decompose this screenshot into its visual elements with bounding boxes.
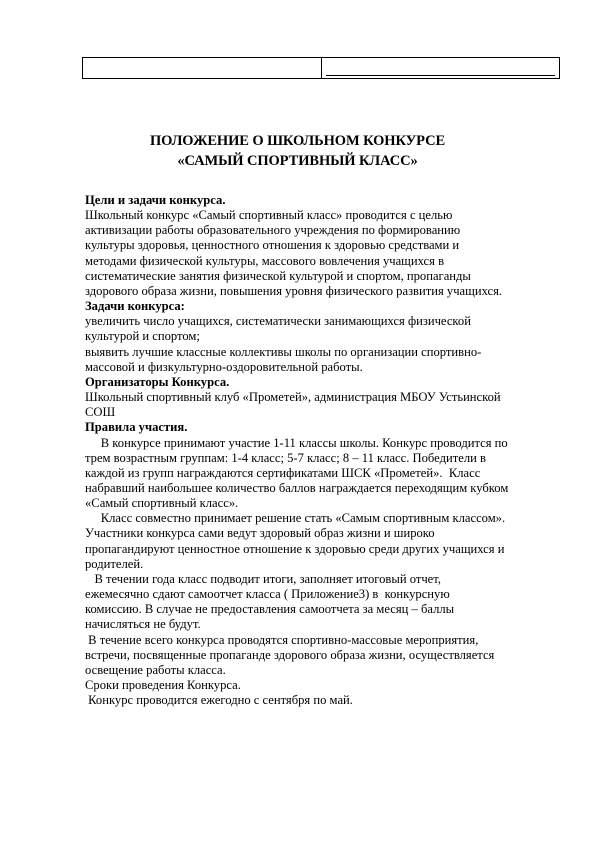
document-subtitle: «САМЫЙ СПОРТИВНЫЙ КЛАСС» <box>177 153 418 169</box>
section-heading-organizers: Организаторы Конкурса. <box>85 374 230 389</box>
header-cell-left <box>83 58 321 78</box>
text-line: В течении года класс подводит итоги, заполняет итоговый отчет, <box>85 571 441 586</box>
text-line: здорового образа жизни, повышения уровня физического развития учащихся. <box>85 283 503 298</box>
text-line: Участники конкурса сами ведут здоровый образ жизни и широко <box>85 526 435 541</box>
text-line: массовой и физкультурно-оздоровительной работы. <box>85 359 363 374</box>
text-line: активизации работы образовательного учреждения по формированию <box>85 223 461 238</box>
text-line: родителей. <box>85 556 144 571</box>
text-line: Школьный конкурс «Самый спортивный класс» проводится с целью <box>85 208 453 223</box>
text-line: Школьный спортивный клуб «Прометей», администрация МБОУ Устьинской <box>85 390 501 405</box>
text-line: трем возрастным группам: 1-4 класс; 5-7 класс; 8 – 11 класс. Победители в <box>85 450 486 465</box>
section-heading-tasks: Задачи конкурса: <box>85 299 185 314</box>
text-line: увеличить число учащихся, систематически занимающихся физической <box>85 314 471 329</box>
text-line: набравший наибольшее количество баллов награждается переходящим кубком <box>85 480 509 495</box>
signature-line <box>326 75 556 76</box>
text-line: начисляться не будут. <box>85 617 201 632</box>
text-line: культурой и спортом; <box>85 329 200 344</box>
text-line: каждой из групп награждаются сертификатами ШСК «Прометей». Класс <box>85 465 481 480</box>
text-line: освещение работы класса. <box>85 662 226 677</box>
text-line: пропагандируют ценностное отношение к здоровью среди других учащихся и <box>85 541 505 556</box>
text-line: В конкурсе принимают участие 1-11 классы школы. Конкурс проводится по <box>85 435 508 450</box>
document-body <box>85 193 555 708</box>
text-line: встречи, посвященные пропаганде здорового образа жизни, осуществляется <box>85 647 495 662</box>
header-table <box>82 57 560 79</box>
text-line: СОШ <box>85 405 116 420</box>
header-cell-right <box>321 58 560 78</box>
section-heading-goals: Цели и задачи конкурса. <box>85 193 226 207</box>
text-line: Конкурс проводится ежегодно с сентября по май. <box>85 693 353 708</box>
text-line: В течение всего конкурса проводятся спортивно-массовые мероприятия, <box>85 632 479 647</box>
text-line: выявить лучшие классные коллективы школы по организации спортивно- <box>85 344 482 359</box>
text-line: комиссию. В случае не предоставления самоотчета за месяц – баллы <box>85 602 455 617</box>
section-heading-rules: Правила участия. <box>85 420 188 435</box>
text-line: культуры здоровья, ценностного отношения к здоровью средствами и <box>85 238 460 253</box>
text-line: Класс совместно принимает решение стать «Самым спортивным классом». <box>85 511 506 526</box>
document-title: ПОЛОЖЕНИЕ О ШКОЛЬНОМ КОНКУРСЕ <box>149 133 446 149</box>
text-line: ежемесячно сдают самоотчет класса ( Приложение3) в конкурсную <box>85 587 450 602</box>
section-heading-dates: Сроки проведения Конкурса. <box>85 678 241 692</box>
text-line: методами физической культуры, массового вовлечения учащихся в <box>85 253 445 268</box>
text-line: «Самый спортивный класс». <box>85 496 239 511</box>
text-line: систематические занятия физической культурой и спортом, пропаганды <box>85 268 471 283</box>
